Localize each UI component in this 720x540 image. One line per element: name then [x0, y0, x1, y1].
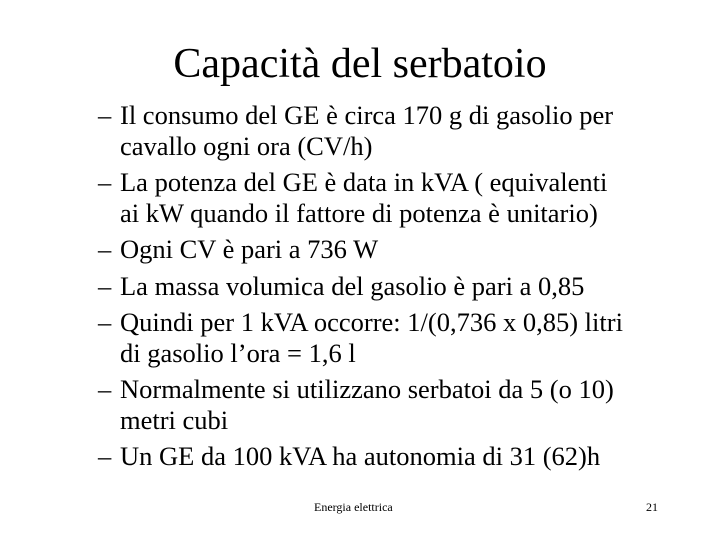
- bullet-marker: –: [98, 270, 112, 301]
- bullet-text-line: di gasolio l’ora = 1,6 l: [120, 337, 356, 368]
- bullet-item: [98, 271, 698, 302]
- bullet-text-line: Un GE da 100 kVA ha autonomia di 31 (62)h: [120, 441, 601, 471]
- bullet-marker: –: [98, 441, 112, 471]
- bullet-text-line: Il consumo del GE è circa 170 g di gasolio per: [120, 100, 614, 130]
- bullet-text-line: Ogni CV è pari a 736 W: [120, 234, 379, 264]
- bullet-item: [98, 441, 698, 472]
- bullet-item: [98, 100, 698, 161]
- slide-title: Capacità del serbatoio: [173, 41, 547, 87]
- bullet-marker: –: [98, 234, 112, 264]
- bullet-item: [98, 234, 698, 265]
- bullet-text-line: La massa volumica del gasolio è pari a 0,85: [120, 270, 585, 301]
- bullet-list: [98, 100, 698, 478]
- bullet-marker: –: [98, 167, 112, 197]
- bullet-text-line: La potenza del GE è data in kVA ( equivalenti: [120, 167, 608, 197]
- bullet-text-line: ai kW quando il fattore di potenza è unitario): [120, 197, 598, 228]
- bullet-item: [98, 374, 698, 435]
- bullet-text-line: Normalmente si utilizzano serbatoi da 5 (o 10): [120, 374, 614, 404]
- slide-number: 21: [646, 500, 658, 514]
- bullet-text-line: cavallo ogni ora (CV/h): [120, 130, 373, 161]
- bullet-text-line: Quindi per 1 kVA occorre: 1/(0,736 x 0,85) litri: [120, 307, 623, 337]
- bullet-marker: –: [98, 307, 112, 337]
- bullet-marker: –: [98, 374, 112, 404]
- bullet-text-line: metri cubi: [120, 404, 229, 435]
- bullet-item: [98, 307, 698, 368]
- bullet-marker: –: [98, 100, 112, 130]
- bullet-item: [98, 167, 698, 228]
- slide-footer: Energia elettrica: [314, 500, 393, 514]
